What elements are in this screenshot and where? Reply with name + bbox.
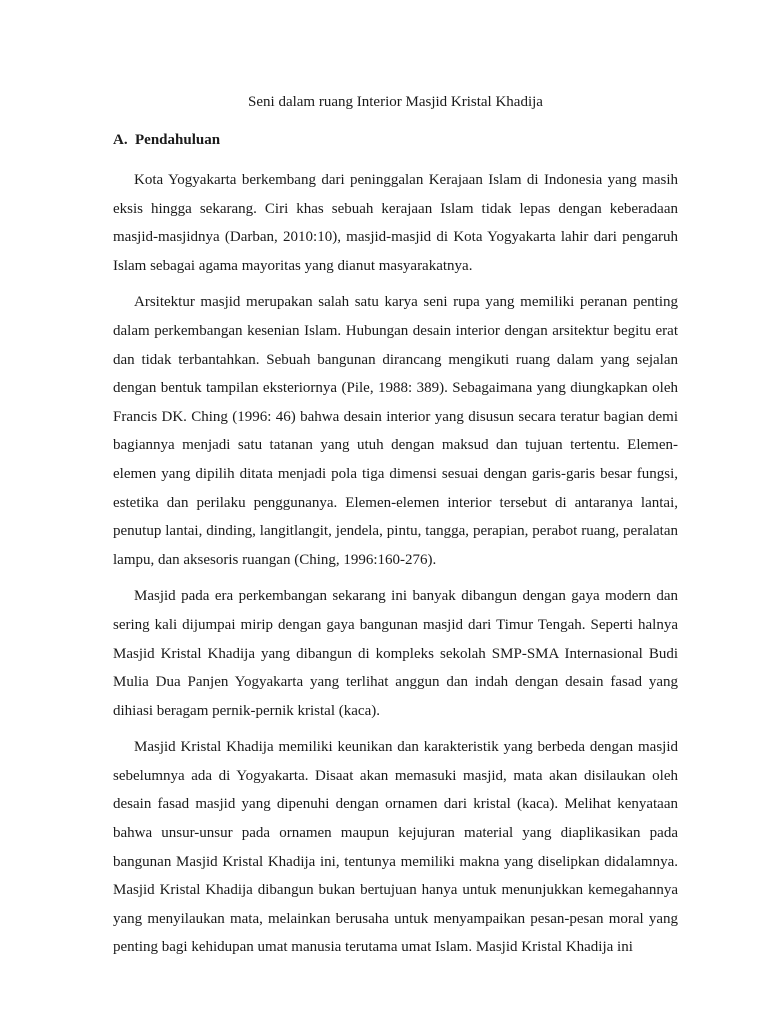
- paragraph-3: Masjid pada era perkembangan sekarang ini banyak dibangun dengan gaya modern dan sering kali dijumpai mirip dengan gaya bangunan masjid dari Timur Tengah. Seperti halnya Masjid Kristal Khadija yang dibangun di kompleks sekolah SMP-SMA Internasional Budi Mulia Dua Panjen Yogyakarta yang terlihat anggun dan indah dengan desain fasad yang dihiasi beragam pernik-pernik kristal (kaca).: [113, 588, 678, 719]
- section-title: Pendahuluan: [135, 132, 221, 148]
- paragraph-1: Kota Yogyakarta berkembang dari peninggalan Kerajaan Islam di Indonesia yang masih eksis hingga sekarang. Ciri khas sebuah kerajaan Islam tidak lepas dengan keberadaan masjid-masjidnya (Darban, 2010:10), masjid-masjid di Kota Yogyakarta lahir dari pengaruh Islam sebagai agama mayoritas yang dianut masyarakatnya.: [113, 172, 678, 274]
- section-number: A.: [113, 132, 128, 148]
- document-title: Seni dalam ruang Interior Masjid Kristal Khadija: [248, 94, 543, 110]
- paragraph-2: Arsitektur masjid merupakan salah satu karya seni rupa yang memiliki peranan penting dalam perkembangan kesenian Islam. Hubungan desain interior dengan arsitektur begitu erat dan tidak terbantahkan. Sebuah bangunan dirancang mengikuti ruang dalam yang sejalan dengan bentuk tampilan eksteriornya (Pile, 1988: 389). Sebagaimana yang diungkapkan oleh Francis DK. Ching (1996: 46) bahwa desain interior yang disusun secara teratur bagian demi bagiannya menjadi satu tatanan yang utuh dengan maksud dan tujuan tertentu. Elemen-elemen yang dipilih ditata menjadi pola tiga dimensi sesuai dengan garis-garis besar fungsi, estetika dan perilaku penggunanya. Elemen-elemen interior tersebut di antaranya lantai, penutup lantai, dinding, langitlangit, jendela, pintu, tangga, perapian, perabot ruang, peralatan lampu, dan aksesoris ruangan (Ching, 1996:160-276).: [113, 294, 678, 568]
- section-heading: [113, 130, 220, 150]
- paragraph-4: Masjid Kristal Khadija memiliki keunikan dan karakteristik yang berbeda dengan masjid sebelumnya ada di Yogyakarta. Disaat akan memasuki masjid, mata akan disilaukan oleh desain fasad masjid yang dipenuhi dengan ornamen dari kristal (kaca). Melihat kenyataan bahwa unsur-unsur pada ornamen maupun kejujuran material yang diaplikasikan pada bangunan Masjid Kristal Khadija ini, tentunya memiliki makna yang diselipkan didalamnya. Masjid Kristal Khadija dibangun bukan bertujuan hanya untuk menunjukkan kemegahannya yang menyilaukan mata, melainkan berusaha untuk menyampaikan pesan-pesan moral yang penting bagi kehidupan umat manusia terutama umat Islam. Masjid Kristal Khadija ini: [113, 739, 678, 956]
- body-text: [113, 166, 678, 970]
